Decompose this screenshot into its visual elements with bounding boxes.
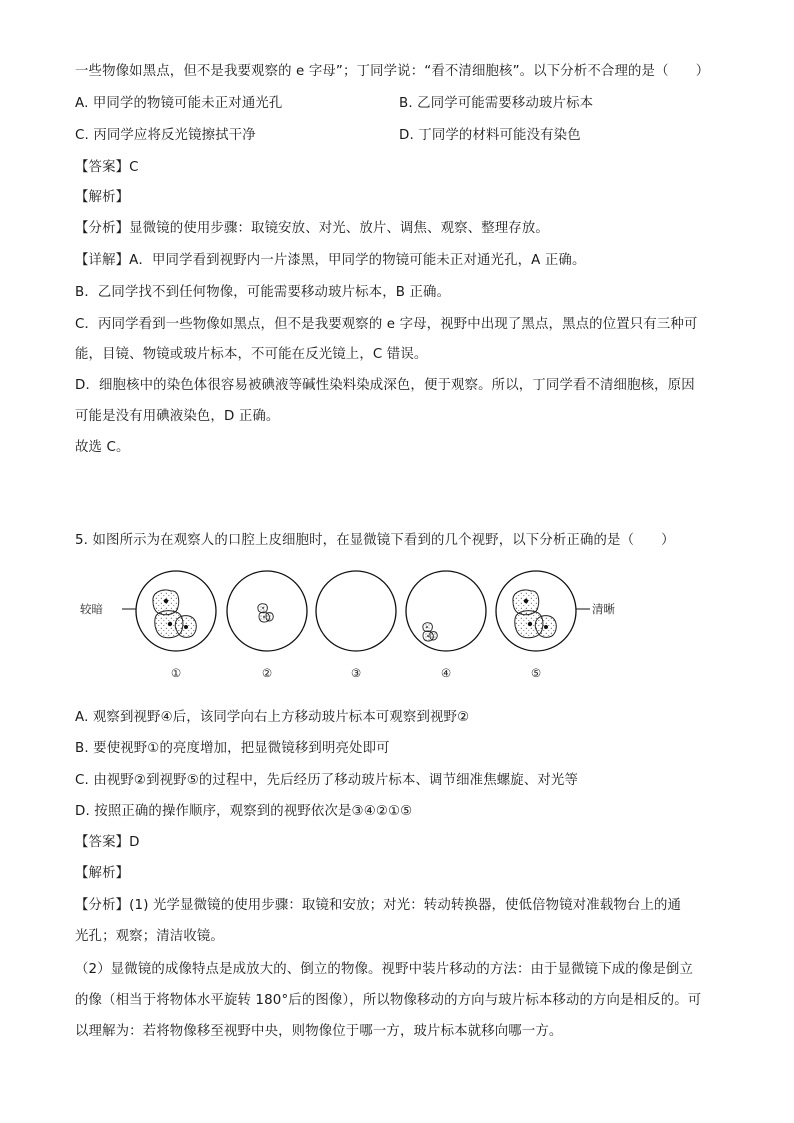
q4-stem-tail: 一些物像如黑点，但不是我要观察的 e 字母”；丁同学说：“看不清细胞核”。以下分析不合理的是（ ）	[75, 64, 710, 79]
q4-jiexi-heading: 【解析】	[75, 190, 130, 205]
q4-detail-line: D．细胞核中的染色体很容易被碘液等碱性染料染成深色，便于观察。所以，丁同学看不清细胞核，原因	[75, 378, 695, 393]
field-4	[406, 571, 486, 651]
q4-detail-line: 【详解】A．甲同学看到视野内一片漆黑，甲同学的物镜可能未正对通光孔，A 正确。	[75, 253, 586, 268]
q5-option-b: B. 要使视野①的亮度增加，把显微镜移到明亮处即可	[75, 741, 390, 756]
field-5	[496, 571, 576, 651]
q5-analysis-line: （2）显微镜的成像特点是成放大的、倒立的物像。视野中装片移动的方法：由于显微镜下成的像是倒立	[75, 962, 693, 977]
q4-analysis: 【分析】显微镜的使用步骤：取镜安放、对光、放片、调焦、观察、整理存放。	[75, 221, 549, 236]
q4-option-c: C. 丙同学应将反光镜擦拭干净	[75, 128, 256, 143]
field-1	[136, 571, 216, 651]
q4-option-a: A. 甲同学的物镜可能未正对通光孔	[75, 96, 283, 111]
q4-answer: 【答案】C	[75, 160, 139, 175]
field-number: ②	[261, 666, 273, 680]
label-dim: 较暗	[80, 602, 103, 616]
q5-analysis-line: 【分析】(1) 光学显微镜的使用步骤：取镜和安放；对光：转动转换器，使低倍物镜对准载物台上的通	[75, 898, 682, 913]
q4-detail-line: B．乙同学找不到任何物像，可能需要移动玻片标本，B 正确。	[75, 285, 451, 300]
microscope-fields-figure	[80, 567, 640, 685]
q5-option-c: C. 由视野②到视野⑤的过程中，先后经历了移动玻片标本、调节细准焦螺旋、对光等	[75, 773, 579, 788]
q5-stem: 5. 如图所示为在观察人的口腔上皮细胞时，在显微镜下看到的几个视野，以下分析正确的是（ ）	[75, 533, 675, 548]
field-number: ①	[170, 666, 182, 680]
field-number: ⑤	[530, 666, 542, 680]
q4-detail-line: 能，目镜、物镜或玻片标本，不可能在反光镜上，C 错误。	[75, 347, 428, 362]
label-clear: 清晰	[592, 602, 615, 616]
q5-option-d: D. 按照正确的操作顺序，观察到的视野依次是③④②①⑤	[75, 804, 413, 819]
field-number: ③	[350, 666, 362, 680]
q5-analysis-line: 光孔；观察；清洁收镜。	[75, 929, 224, 944]
field-3	[316, 571, 396, 651]
q4-detail-line: 可能是没有用碘液染色，D 正确。	[75, 409, 280, 424]
q5-analysis-line: 以理解为：若将物像移至视野中央，则物像位于哪一方，玻片标本就移向哪一方。	[75, 1024, 563, 1039]
q4-conclusion: 故选 C。	[75, 440, 130, 455]
q5-analysis-line: 的像（相当于将物体水平旋转 180°后的图像），所以物像移动的方向与玻片标本移动的方向是相反的。可	[75, 993, 702, 1008]
q4-option-b: B. 乙同学可能需要移动玻片标本	[399, 96, 594, 111]
q4-detail-line: C．丙同学看到一些物像如黑点，但不是我要观察的 e 字母，视野中出现了黑点，黑点的位置只有三种可	[75, 317, 698, 332]
field-2	[227, 571, 307, 651]
q4-option-d: D. 丁同学的材料可能没有染色	[399, 128, 581, 143]
q5-option-a: A. 观察到视野④后，该同学向右上方移动玻片标本可观察到视野②	[75, 710, 470, 725]
q5-jiexi-heading: 【解析】	[75, 866, 130, 881]
q5-answer: 【答案】D	[75, 835, 140, 850]
field-number: ④	[440, 666, 452, 680]
